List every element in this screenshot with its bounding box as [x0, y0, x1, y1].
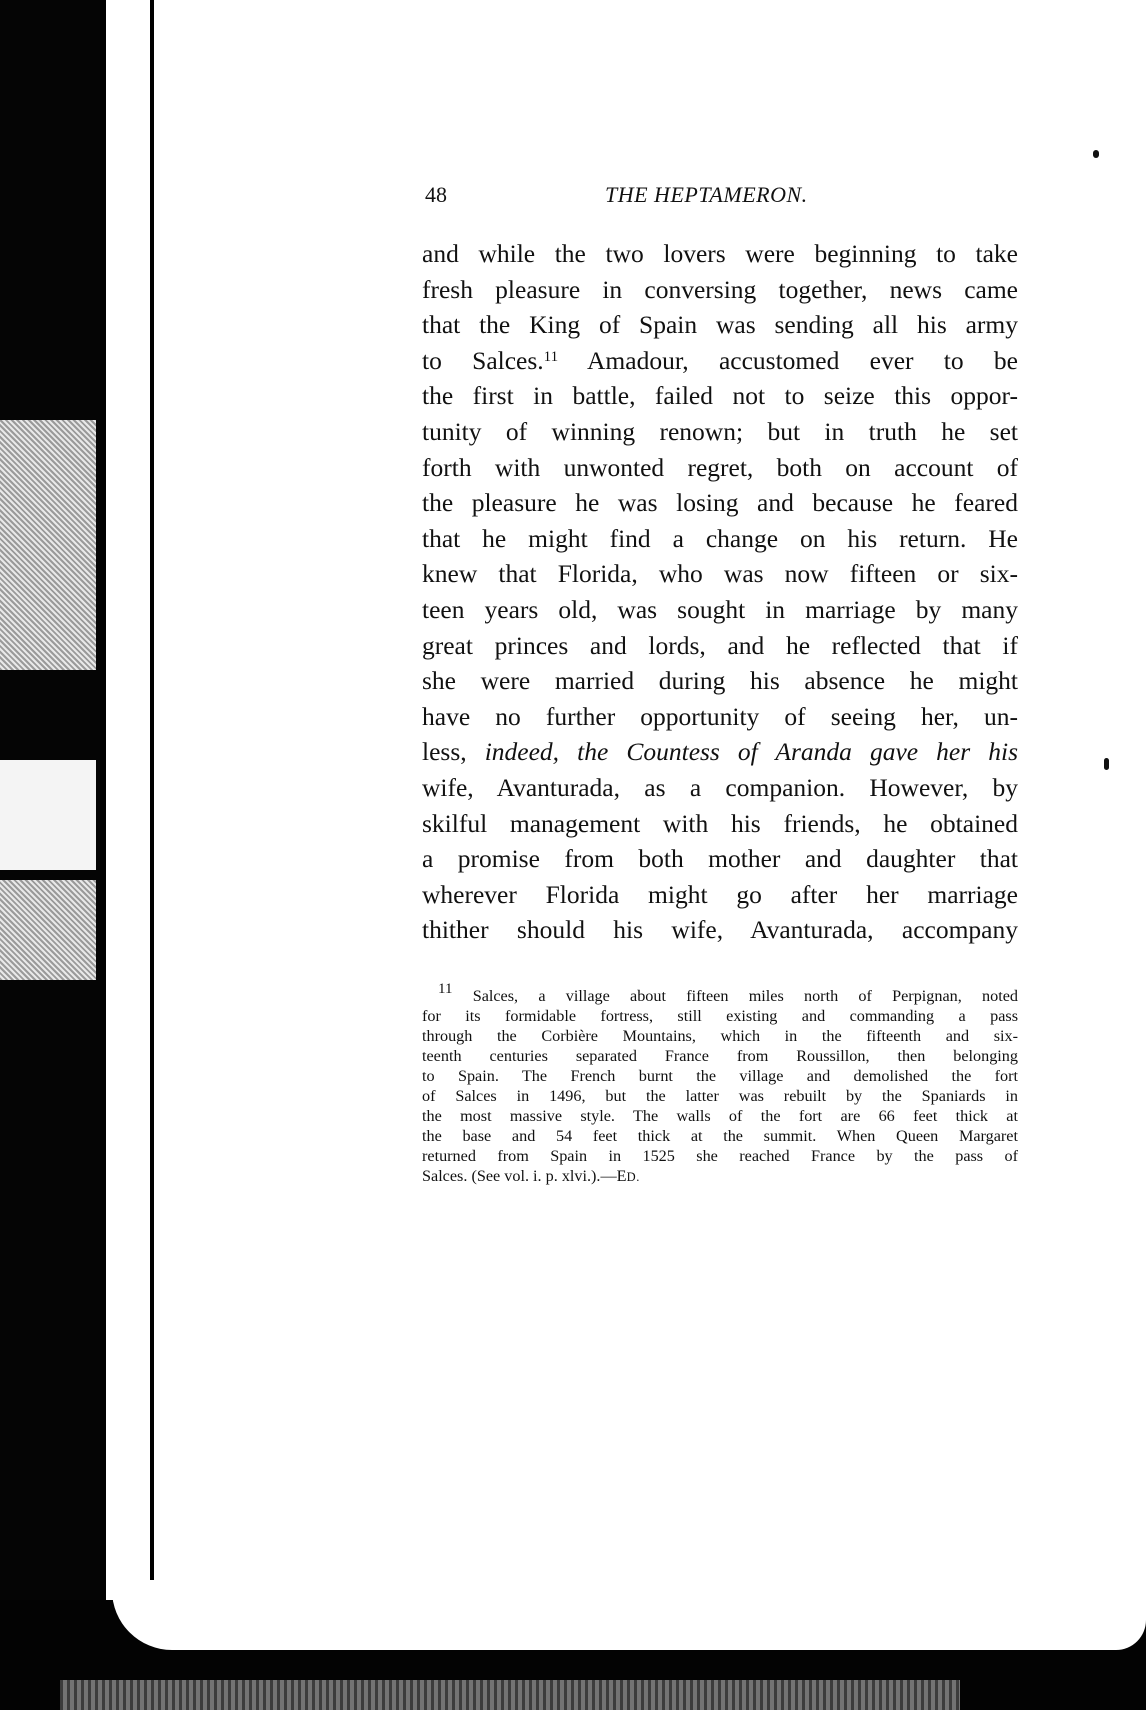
ink-speck: [1093, 150, 1099, 158]
text-line: teen years old, was sought in marriage by many: [422, 594, 1018, 624]
footnote-reference: 11: [543, 348, 559, 365]
text-line: [422, 343, 1018, 379]
binding-light-patch: [0, 760, 96, 870]
text-line: forth with unwonted regret, both on account of: [422, 452, 1018, 482]
footnote-line: the base and 54 feet thick at the summit. When Queen Margaret: [422, 1127, 1018, 1145]
text-line: that he might find a change on his return. He: [422, 523, 1018, 553]
text-line: great princes and lords, and he reflected that if: [422, 630, 1018, 660]
footnote-line: $^{11}$ Salces, a village about fifteen miles north of Perpignan, noted: [438, 981, 1018, 1005]
text-line: tunity of winning renown; but in truth he set: [422, 416, 1018, 446]
text-line: that the King of Spain was sending all his army: [422, 310, 1018, 340]
footnote-line: through the Corbière Mountains, which in the fifteenth and six-: [422, 1027, 1018, 1045]
text-line: thither should his wife, Avanturada, accompany: [422, 915, 1018, 945]
footnote-marker: 11: [438, 981, 453, 997]
text-segment: less,: [422, 737, 485, 767]
footnote-line: to Spain. The French burnt the village and demolished the fort: [422, 1067, 1018, 1085]
italic-segment: indeed, the Countess of Aranda gave her his: [484, 737, 1018, 767]
text-line: wherever Florida might go after her marriage: [422, 879, 1018, 909]
text-line: knew that Florida, who was now fifteen or six-: [422, 559, 1018, 589]
page-number: 48: [425, 182, 447, 207]
binding-grain-upper: [0, 420, 96, 670]
footnote-line: the most massive style. The walls of the fort are 66 feet thick at: [422, 1107, 1018, 1125]
ink-speck: [1104, 758, 1109, 770]
body-text: [422, 236, 1018, 948]
bottom-grain: [60, 1680, 960, 1710]
text-line: wife, Avanturada, as a companion. However, by: [422, 772, 1018, 802]
footnote-line: teenth centuries separated France from Roussillon, then belonging: [422, 1047, 1018, 1065]
text-line: have no further opportunity of seeing her, un-: [422, 701, 1018, 731]
binding-grain-lower: [0, 880, 96, 980]
footnote-line: for its formidable fortress, still existing and commanding a pass: [422, 1007, 1018, 1025]
text-line: she were married during his absence he might: [422, 666, 1018, 696]
footnote-line: of Salces in 1496, but the latter was rebuilt by the Spaniards in: [422, 1087, 1018, 1105]
bottom-curl: [112, 1580, 1146, 1650]
editor-signature: D.: [626, 1170, 640, 1184]
text-line: [422, 734, 1018, 770]
running-title: THE HEPTAMERON.: [605, 182, 808, 207]
footnote-line: Salces. (See vol. i. p. xlvi.).—ED.: [422, 1167, 640, 1185]
text-line: the pleasure he was losing and because he feared: [422, 488, 1018, 518]
binding-rule: [150, 0, 154, 1650]
text-line: fresh pleasure in conversing together, news came: [422, 274, 1018, 304]
text-line: skilful management with his friends, he obtained: [422, 808, 1018, 838]
footnote-line: returned from Spain in 1525 she reached France by the pass of: [422, 1147, 1018, 1165]
text-line: and while the two lovers were beginning to take: [422, 239, 1018, 268]
text-line: a promise from both mother and daughter that: [422, 844, 1018, 874]
footnote: [422, 981, 1018, 1187]
text-segment: to Salces.$^{11}$: [422, 345, 559, 375]
page-curl: [100, 0, 152, 1640]
text-segment: Amadour, accustomed ever to be: [587, 345, 1018, 375]
text-line: the first in battle, failed not to seize this oppor-: [422, 381, 1018, 411]
